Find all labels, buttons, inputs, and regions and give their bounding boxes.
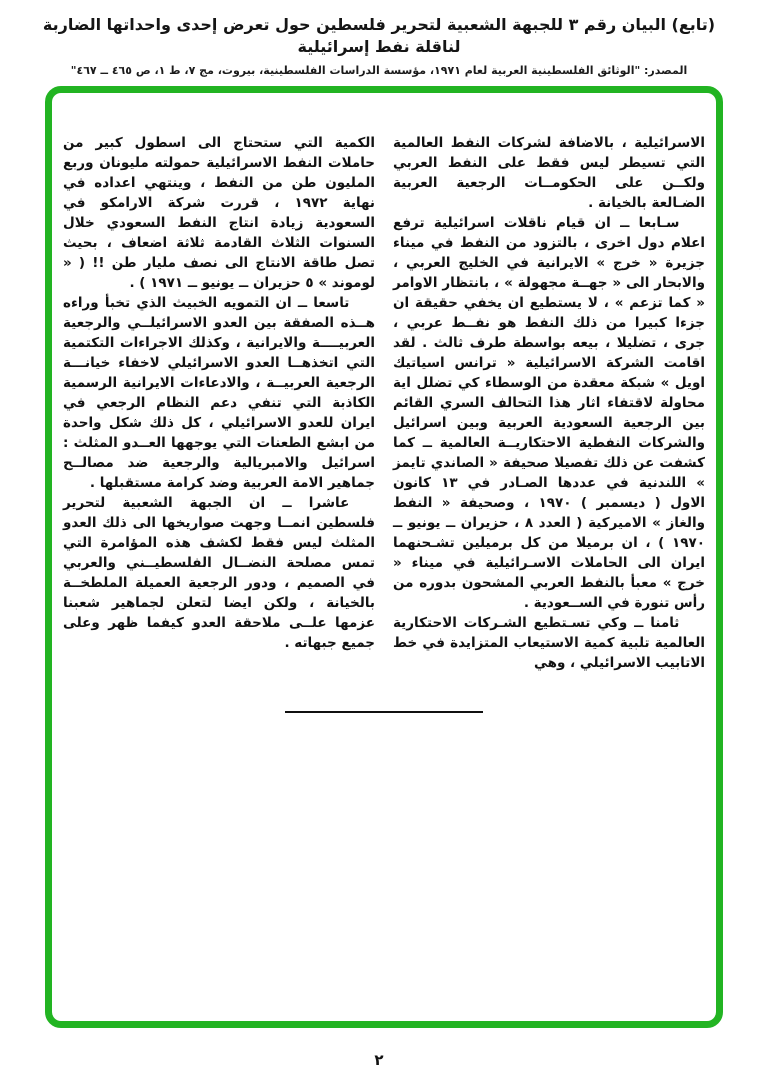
paragraph: سـابعا ــ ان قيام ناقلات اسرائيلية ترفع اعلام دول اخرى ، بالتزود من النفط في ميناء جزيرة « خرج » الايرانية في الخليج العربي ، والابحار الى « جهــة مجهولة » ، بانتظار الاوامر « كما تزعم » ، لا يستطيع ان يخفي حقيقة ان جزءا كبيرا من ذلك النفط هو نفــط عربي ، جرى ، تضليلا ، بيعه بواسطة طرف ثالث . لقد اقامت الشركة الاسرائيلية « ترانس اسياتيك اويل » شبكة معقدة من الوسطاء كي تضلل اية محاولة لاقتفاء اثار هذا التحالف السري القائم بين الرجعية السعودية العربية وبين اسرائيل والشركات النفطية الاحتكاريــة العالمية ــ كما كشفت عن ذلك تفصيلا صحيفة « الصاندي تايمز » اللندنية في عددها الصـادر في ١٣ كانون الاول ( ديسمبر ) ١٩٧٠ ، وصحيفة « النفط والغاز » الاميركية ( العدد ٨ ، حزيران ــ يونيو ــ ١٩٧٠ ) ، ان برميلا من كل برميلين تشـحنهما ايران الى الحاملات الاسـرائيلية في ميناء « خرج » معبأ بالنفط العربي المشحون بدوره من رأس تنورة في الســعودية . xyxy=(393,215,706,611)
paragraph: عاشرا ــ ان الجبهة الشعبية لتحرير فلسطين انمــا وجهت صواريخها الى ذلك العدو المثلث ليس فقط لكشف هذه المؤامرة التي تمس مصلحة النضــال الفلسطيــني والعربي في الصميم ، ودور الرجعية العميلة الملطخــة بالخيانة ، ولكن ايضا لتعلن لجماهير شعبنا عزمها علــى ملاحقة العدو كيفما ظهر وعلى جميع جبهاته . xyxy=(63,495,375,651)
document-source-citation: المصدر: "الوثائق الفلسطينية العربية لعام ١٩٧١، مؤسسة الدراسات الفلسطينية، بيروت، مج ٧، ط ١، ص ٤٦٥ ــ ٤٦٧" xyxy=(70,64,688,78)
page-footer xyxy=(0,1050,758,1069)
paragraph: الاسرائيلية ، بالاضافة لشركات النفط العالمية التي تسيطر ليس فقط على النفط العربي ولكــن على الحكومــات الرجعية العربية الضـالعة بالخيانة . xyxy=(393,135,705,211)
paragraph: الكمية التي ستحتاج الى اسطول كبير من حاملات النفط الاسرائيلية حمولته مليونان وربع المليون طن من النفط ، وينتهي اعداده في نهاية ١٩٧٢ ، قررت شركة الارامكو في السعودية زيادة انتاج النفط السعودي خلال السنوات الثلاث القادمة ثلاثة اضعاف ، بحيث تصل طاقة الانتاج الى نصف مليار طن !! ( « لوموند » ٥ حزيران ــ يونيو ــ ١٩٧١ ) . xyxy=(63,135,375,291)
page-number: ٢ xyxy=(374,1051,384,1069)
column-right xyxy=(393,133,705,673)
page-header xyxy=(0,14,758,77)
document-title: (تابع) البيان رقم ٣ للجبهة الشعبية لتحرير فلسطين حول تعرض إحدى واحداتها الضاربة لناقلة نفط إسرائيلية xyxy=(42,15,716,56)
section-divider-rule xyxy=(285,711,483,713)
green-border-frame xyxy=(45,86,723,1028)
two-column-text-block xyxy=(52,93,716,673)
paragraph: تاسعا ــ ان التمويه الخبيث الذي تخبأ وراءه هــذه الصفقة بين العدو الاسرائيلــي والرجعية العربيــــة والايرانية ، وكذلك الاجراءات التكتمية التي اتخذهــا العدو الاسرائيلي لاخفاء خيانـــة الرجعية العربيــة ، والادعاءات الايرانية الرسمية الكاذبة التي تنفي دعم النظام الرجعي في ايران للعدو الاسرائيلي ، كل ذلك شكل واحدة من ابشع الطعنات التي يوجهها العــدو المثلث : اسرائيل والامبريالية والرجعية ضد مصالــح جماهير الامة العربية وضد كرامة مستقبلها . xyxy=(63,295,375,491)
column-left xyxy=(63,133,375,673)
paragraph: ثامنا ــ وكي تسـتطيع الشـركات الاحتكارية العالمية تلبية كمية الاستيعاب المتزايدة في خط الاتابيب الاسرائيلي ، وهي xyxy=(393,615,705,671)
